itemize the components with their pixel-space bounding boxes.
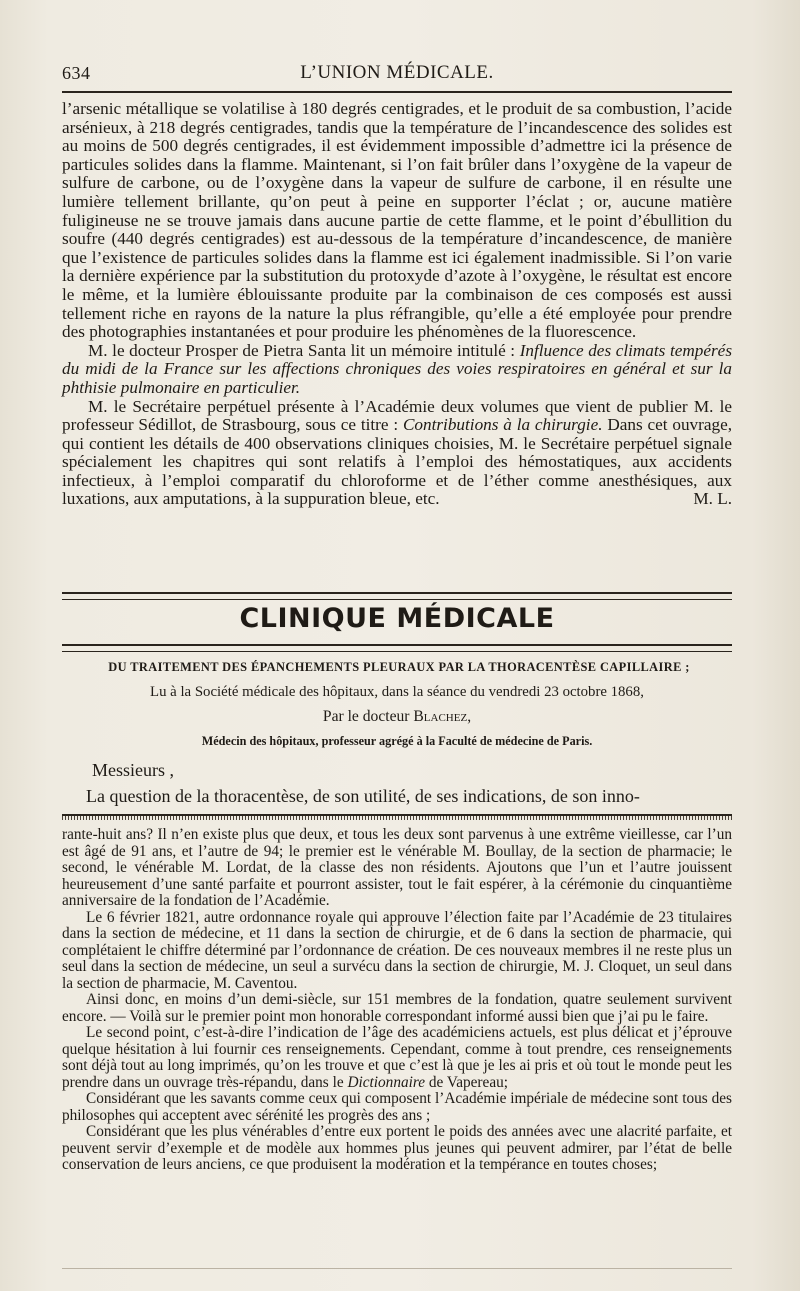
signature: M. L. [693,489,732,509]
section-divider-bottom [62,644,732,652]
sedillot-intro: M. le Secrétaire perpétuel présente à l’Académie deux volumes que vient de publier M. le professeur Sédillot, de Strasbourg, sous ce titre : [62,396,732,435]
author-title: Médecin des hôpitaux, professeur agrégé à la Faculté de médecine de Paris. [201,734,593,748]
author-line [62,708,732,726]
flame-paragraph: l’arsenic métallique se volatilise à 180 degrés centigrades, et le produit de sa combustion, l’acide arsénieux, à 218 degrés centigrades, tandis que la température de l’incandescence des solides est au moins de 500 degrés centigrades, il est évidemment impossible d’admettre ici la présence de particules solides dans la flamme. Maintenant, si l’on fait brûler dans l’oxygène de la vapeur de sulfure de carbone, ou de l’oxygène dans la vapeur de sulfure de carbone, il en résulte une lumière tellement brillante, qu’on peut à peine en supporter l’éclat ; or, aucune matière fuligineuse ne se trouve jamais dans aucune partie de cette flamme, et le point d’ébullition du soufre (440 degrés centigrades) est au-dessous de la température d’incandescence, de manière que l’existence de particules solides dans la flamme est ici également inadmissible. Si l’on varie la dernière expérience par la substitution du protoxyde d’azote à l’oxygène, le résultat est encore le même, et la lumière éblouissante produite par la combinaison de ces composés est aussi tellement riche en rayons de la nature la plus réfrangible, qu’elle a été employée pour prendre des photographies instantanées et pour produire les phénomènes de la fluorescence. [62,99,732,342]
paragraph-4-end: de Vapereau; [425,1073,509,1091]
salutation: Messieurs , [92,760,174,780]
article-lead: La question de la thoracentèse, de son utilité, de ses indications, de son inno- [86,786,640,806]
sedillot-rest: Dans cet ouvrage, qui contient les détails de 400 observations cliniques choisies, M. le Secrétaire perpétuel signale spécialement les chapitres qui sont relatifs à l’emploi des hémostatiques, aux accidents infectieux, à l’emploi comparatif du chloroforme et de l’éther comme anesthésiques, aux luxations, aux amputations, à la suppuration bleue, etc. [62,415,733,509]
feuilleton-paragraph-2: Le 6 février 1821, autre ordonnance royale qui approuve l’élection faite par l’Académie de 23 titulaires dans la section de médecine, et 11 dans la section de chirurgie, et de 6 dans la section de pharmacie, qui complétaient le chiffre déterminé par l’ordonnance de création. De ces nouveaux membres il ne reste plus un seul dans la section de médecine, un seul a survécu dans la section de chirurgie, M. J. Cloquet, un seul dans la section de pharmacie, M. Caventou. [62,908,732,992]
memoir-title: Influence des climats tempérés du midi de la France sur les affections chroniques des voies respiratoires en général et sur la phthisie pulmonaire en particulier. [62,340,733,397]
article-subtitle: DU TRAITEMENT DES ÉPANCHEMENTS PLEURAUX PAR LA THORACENTÈSE CAPILLAIRE ; [108,660,690,674]
page-number: 634 [62,63,91,83]
journal-title: L’UNION MÉDICALE. [300,62,494,83]
feuilleton-divider [62,814,732,820]
dictionary-title: Dictionnaire [347,1073,426,1091]
pietra-santa-paragraph [62,342,732,398]
feuilleton-paragraph-5: Considérant que les savants comme ceux qui composent l’Académie impériale de médecine sont tous des philosophes qui acceptent avec sérénité les progrès des ans ; [62,1090,732,1124]
pietra-santa-intro: M. le docteur Prosper de Pietra Santa lit un mémoire intitulé : [88,340,520,360]
header-rule [62,91,732,93]
sedillot-paragraph [62,398,732,510]
author-name: Blachez, [413,708,472,725]
academy-report-section [62,100,732,509]
feuilleton-paragraph-1: rante-huit ans? Il n’en existe plus que deux, et tous les deux sont parvenus à une extrême vieillesse, car l’un est âgé de 91 ans, et l’autre de 94; le premier est le vénérable M. Boullay, de la section de pharmacie; le second, le vénérable M. Lordat, de la classe des non résidents. Ajoutons que l’un et l’autre jouissent heureusement d’une santé parfaite et pourront assister, tout le fait espérer, à la cérémonie du cinquantième anniversaire de la fondation de l’Académie. [62,826,732,909]
page-header [62,58,732,84]
feuilleton-paragraph-3: Ainsi donc, en moins d’un demi-siècle, sur 151 membres de la fondation, quatre seulement survivent encore. — Voilà sur le premier point mon honorable correspondant informé aussi bien que j’ai pu le faire. [62,991,732,1025]
feuilleton-paragraph-6: Considérant que les plus vénérables d’entre eux portent le poids des années avec une alacrité parfaite, et peuvent servir d’exemple et de modèle aux hommes plus jeunes qui peuvent admirer, par l’état de belle conservation de leurs anciens, ce que produisent la modération et la tempérance en toutes choses; [62,1123,732,1173]
page-footer-rule [62,1268,732,1283]
feuilleton-section [62,827,732,1174]
section-divider-top [62,592,732,600]
paragraph-4-text: Le second point, c’est-à-dire l’indication de l’âge des académiciens actuels, est plus délicat et j’éprouve quelque hésitation à lui fournir ces renseignements. Cependant, comme à tout prendre, ces renseignements sont déjà tout au long imprimés, qu’on les trouve et que c’est là que je les ai pris et où tout le monde peut les prendre dans un ouvrage très-répandu, dans le [62,1024,732,1091]
clinique-title: CLINIQUE MÉDICALE [239,603,555,634]
author-prefix: Par le docteur [322,708,414,725]
feuilleton-paragraph-4 [62,1025,732,1091]
book-title: Contributions à la chirurgie. [402,415,603,435]
read-at-line: Lu à la Société médicale des hôpitaux, dans la séance du vendredi 23 octobre 1868, [150,684,644,700]
